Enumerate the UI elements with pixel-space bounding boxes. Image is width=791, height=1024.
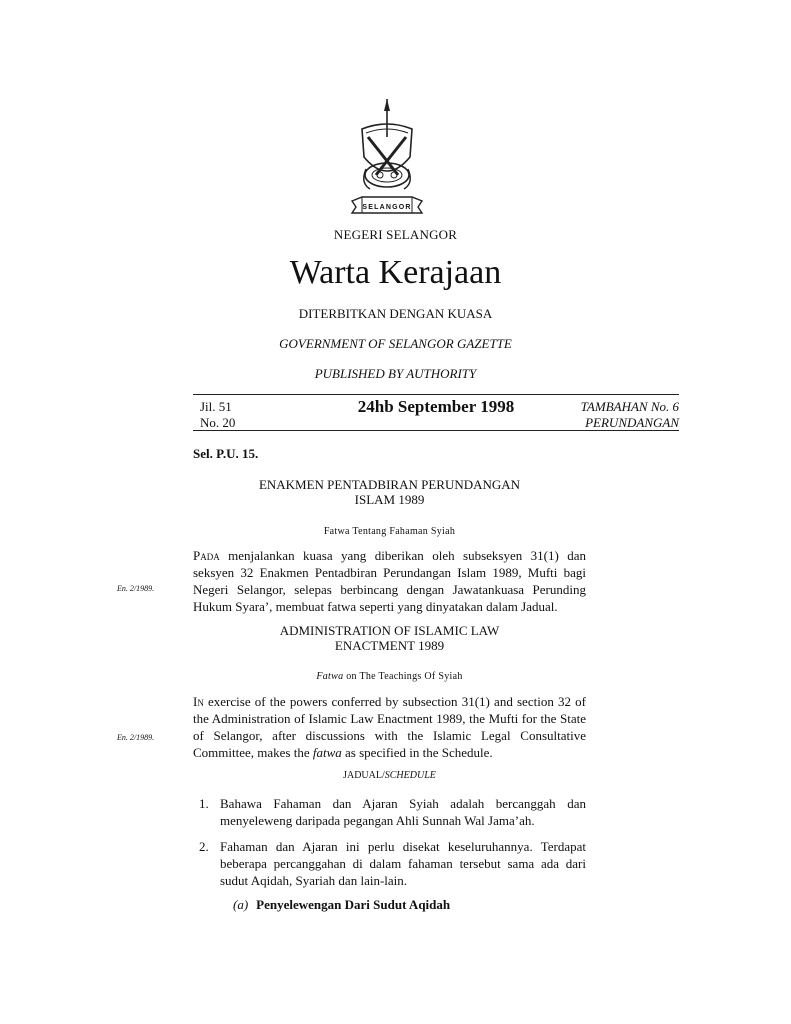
subsection-heading: [233, 897, 450, 913]
subsection-label: (a): [233, 897, 249, 912]
fatwa-heading-en-word: Fatwa: [316, 671, 344, 682]
fatwa-heading-ms: Fatwa Tentang Fahaman Syiah: [323, 526, 456, 537]
supplement-info: [581, 399, 679, 431]
gazette-title: Warta Kerajaan: [289, 254, 502, 291]
para-ms-body: menjalankan kuasa yang diberikan oleh subseksyen 31(1) dan seksyen 32 Enakmen Pentadbiran Perundangan Islam 1989, Mufti bagi Negeri Selangor, selepas berbincang dengan Jawatankuasa Perunding Hukum Syara’, membuat fatwa seperti yang dinyatakan dalam Jadual.: [193, 548, 587, 614]
issue-date: 24hb September 1998: [357, 397, 515, 416]
schedule-en: SCHEDULE: [384, 770, 436, 781]
enactment-en: [193, 623, 586, 653]
schedule-heading: [193, 768, 586, 783]
supplement: TAMBAHAN No. 6: [580, 399, 679, 414]
gazette-en: GOVERNMENT OF SELANGOR GAZETTE: [279, 336, 512, 351]
enactment-en-line1: ADMINISTRATION OF ISLAMIC LAW: [279, 623, 500, 638]
fatwa-heading-en: [193, 669, 586, 684]
para-ms-lead: Pada: [193, 548, 220, 563]
schedule-item-num: 1.: [199, 796, 209, 811]
schedule-item: [193, 795, 586, 829]
fatwa-heading-en-rest: on The Teachings Of Syiah: [346, 671, 463, 682]
enactment-ms-line2: ISLAM 1989: [354, 492, 425, 507]
para-en-body-a: exercise of the powers conferred by subsection 31(1) and section 32 of the Administration of Islamic Law Enactment 1989, the Mufti for the State of Selangor, after discussions with the Islamic Legal Consultative Committee, makes the: [193, 694, 586, 760]
top-rule: [193, 394, 679, 395]
published-en: PUBLISHED BY AUTHORITY: [314, 366, 477, 381]
selangor-crest-logo: [340, 97, 435, 227]
schedule-item-text: Bahawa Fahaman dan Ajaran Syiah adalah bercanggah dan menyeleweng daripada pegangan Ahli Sunnah Wal Jama’ah.: [220, 796, 586, 828]
para-en-fatwa: fatwa: [312, 745, 342, 760]
bottom-rule: [193, 430, 679, 431]
enactment-ms: [193, 477, 586, 507]
published-ms: DITERBITKAN DENGAN KUASA: [298, 306, 493, 321]
schedule-item-num: 2.: [199, 839, 209, 854]
volume: Jil. 51: [200, 399, 232, 414]
issue-number: No. 20: [200, 415, 236, 430]
margin-ref-1: En. 2/1989.: [117, 584, 155, 593]
crest-banner-text: SELANGOR: [362, 204, 412, 211]
enactment-en-line2: ENACTMENT 1989: [334, 638, 445, 653]
enactment-ms-line1: ENAKMEN PENTADBIRAN PERUNDANGAN: [258, 477, 521, 492]
state-name: NEGERI SELANGOR: [333, 227, 458, 242]
category: PERUNDANGAN: [585, 415, 679, 430]
para-en-body-b: as specified in the Schedule.: [345, 745, 493, 760]
subsection-title: Penyelewengan Dari Sudut Aqidah: [256, 897, 451, 912]
notice-ref: Sel. P.U. 15.: [193, 446, 259, 461]
paragraph-ms: [193, 547, 586, 615]
paragraph-en: [193, 693, 586, 761]
schedule-item-text: Fahaman dan Ajaran ini perlu disekat keseluruhannya. Terdapat beberapa percanggahan di dalam fahaman tersebut sama ada dari sudut Aqidah, Syariah dan lain-lain.: [220, 839, 586, 888]
margin-ref-2: En. 2/1989.: [117, 733, 155, 742]
schedule-item: [193, 838, 586, 889]
schedule-ms: JADUAL/: [343, 770, 385, 781]
para-en-lead: In: [193, 694, 204, 709]
